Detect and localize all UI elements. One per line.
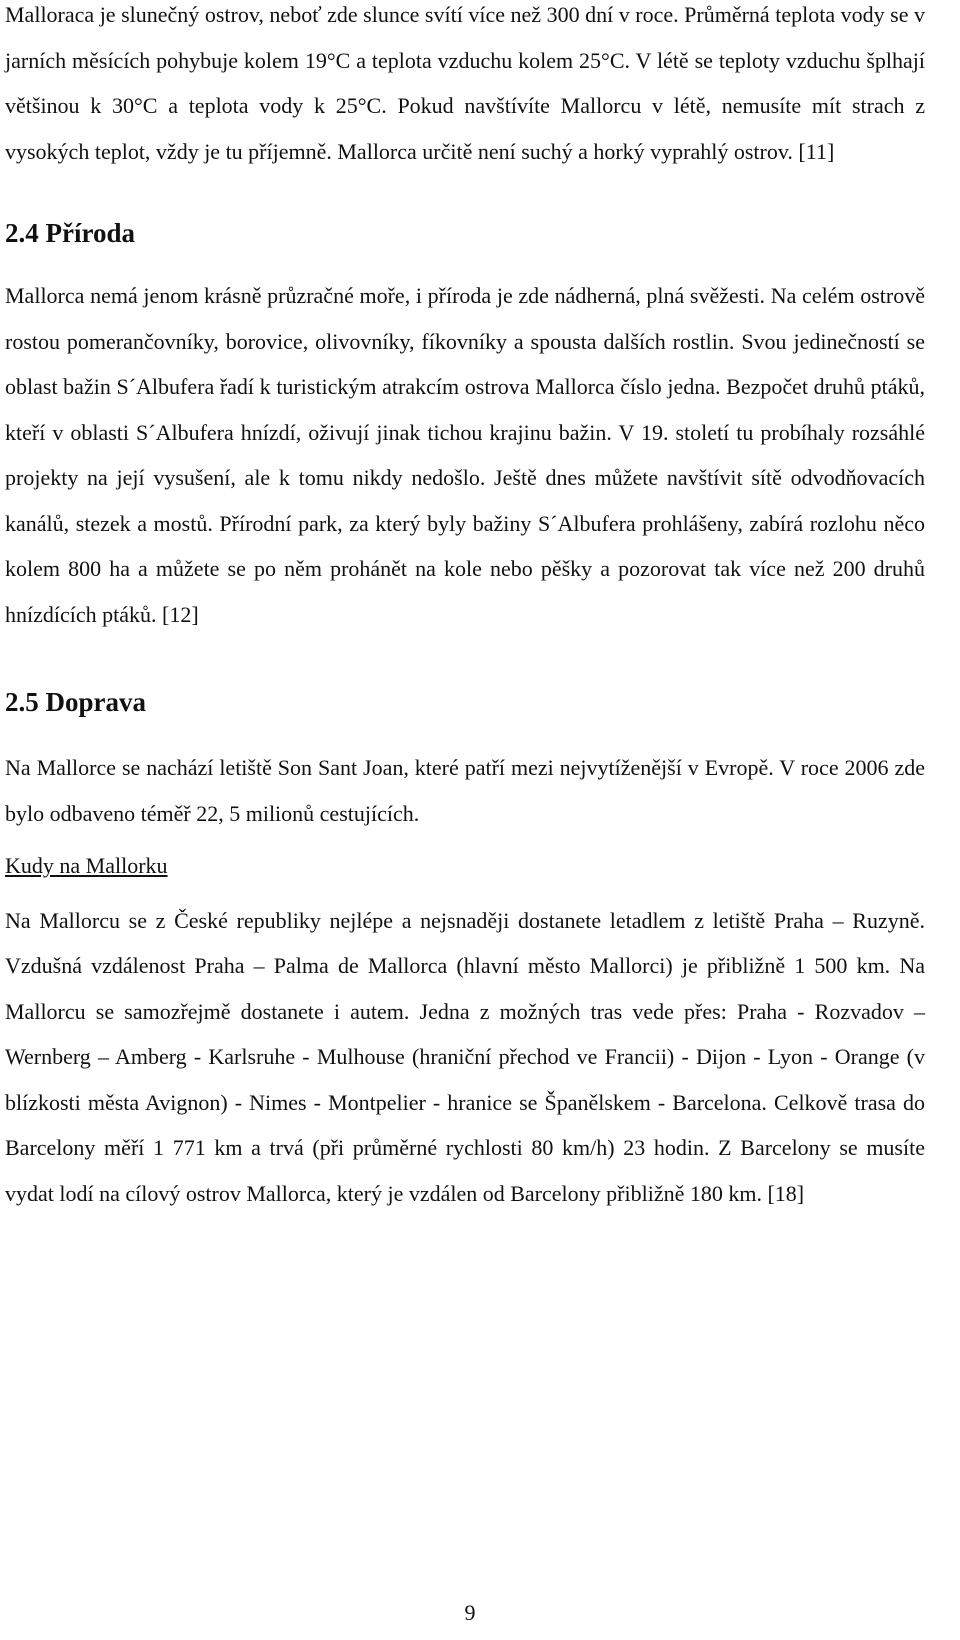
page-content	[5, 0, 925, 1216]
priroda-paragraph: Mallorca nemá jenom krásně průzračné moře, i příroda je zde nádherná, plná svěžesti. Na celém ostrově rostou pomerančovníky, borovice, olivovníky, fíkovníky a spousta dalších rostlin. Svou jedinečností se oblast bažin S´Albufera řadí k turistickým atrakcím ostrova Mallorca číslo jedna. Bezpočet druhů ptáků, kteří v oblasti S´Albufera hnízdí, oživují jinak tichou krajinu bažin. V 19. století tu probíhaly rozsáhlé projekty na její vysušení, ale k tomu nikdy nedošlo. Ještě dnes můžete navštívit sítě odvodňovacích kanálů, stezek a mostů. Přírodní park, za který byly bažiny S´Albufera prohlášeny, zabírá rozlohu něco kolem 800 ha a můžete se po něm prohánět na kole nebo pěšky a pozorovat tak více než 200 druhů hnízdících ptáků. [12]	[5, 283, 925, 627]
intro-paragraph: Malloraca je slunečný ostrov, neboť zde slunce svítí více než 300 dní v roce. Průměrná teplota vody se v jarních měsících pohybuje kolem 19°C a teplota vzduchu kolem 25°C. V létě se teploty vzduchu šplhají většinou k 30°C a teplota vody k 25°C. Pokud navštívíte Mallorcu v létě, nemusíte mít strach z vysokých teplot, vždy je tu příjemně. Mallorca určitě není suchý a horký vyprahlý ostrov. [11]	[5, 2, 925, 164]
section-heading-doprava: 2.5 Doprava	[5, 687, 146, 717]
doprava-paragraph: Na Mallorce se nachází letiště Son Sant Joan, které patří mezi nejvytíženější v Evropě. V roce 2006 zde bylo odbaveno téměř 22, 5 milionů cestujících.	[5, 755, 925, 826]
section-heading-priroda: 2.4 Příroda	[5, 218, 135, 248]
subheading-kudy-na-mallorku: Kudy na Mallorku	[5, 853, 168, 878]
page-number: 9	[464, 1600, 476, 1625]
kudy-paragraph: Na Mallorcu se z České republiky nejlépe a nejsnaději dostanete letadlem z letiště Praha – Ruzyně. Vzdušná vzdálenost Praha – Palma de Mallorca (hlavní město Mallorci) je přibližně 1 500 km. Na Mallorcu se samozřejmě dostanete i autem. Jedna z možných tras vede přes: Praha - Rozvadov – Wernberg – Amberg - Karlsruhe - Mulhouse (hraniční přechod ve Francii) - Dijon - Lyon - Orange (v blízkosti města Avignon) - Nimes - Montpelier - hranice se Španělskem - Barcelona. Celkově trasa do Barcelony měří 1 771 km a trvá (při průměrné rychlosti 80 km/h) 23 hodin. Z Barcelony se musíte vydat lodí na cílový ostrov Mallorca, který je vzdálen od Barcelony přibližně 180 km. [18]	[5, 907, 925, 1206]
